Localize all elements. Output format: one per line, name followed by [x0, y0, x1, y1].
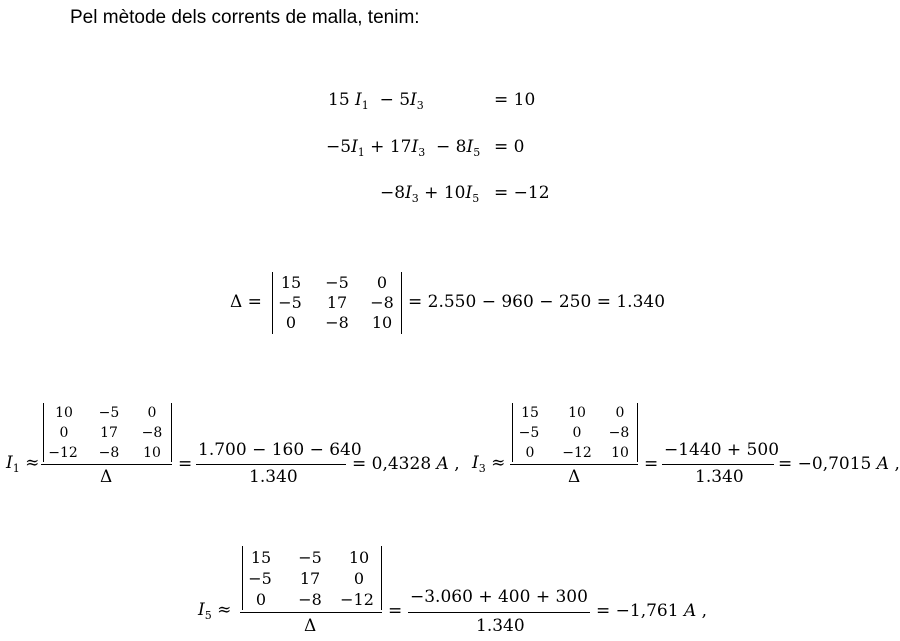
i5-cell: 15	[250, 548, 272, 567]
i3-cell: 10	[611, 445, 629, 461]
i3-numerator: −1440 + 500	[664, 440, 780, 460]
i3-cell: 15	[521, 405, 539, 421]
delta-label: Δ =	[230, 292, 262, 312]
i5-result-value: = −1,761	[596, 601, 679, 621]
i3-determinant	[512, 403, 638, 462]
i1-value-fraction-bar	[196, 464, 346, 465]
i1-trailing-comma: ,	[454, 454, 460, 474]
approx-symbol: ≈	[217, 600, 232, 620]
delta-determinant	[272, 272, 402, 334]
i3-subscript: 3	[478, 462, 486, 475]
i5-den-value: 1.340	[476, 616, 525, 636]
i5-numerator: −3.060 + 400 + 300	[410, 587, 588, 607]
i1-cell: −8	[98, 445, 120, 461]
delta-cell: 0	[376, 273, 388, 292]
i3-cell: −5	[518, 425, 540, 441]
i1-determinant	[43, 403, 172, 462]
i3-symbol: I	[472, 453, 479, 473]
i1-result	[352, 456, 460, 473]
i5-subscript: 5	[204, 609, 212, 622]
i3-result-value: = −0,7015	[778, 454, 872, 474]
delta-cell: 10	[371, 313, 393, 332]
delta-cell: 17	[326, 293, 348, 312]
i3-result	[778, 456, 900, 473]
equation-1-lhs: 15 $I_1 - 5I_3$	[328, 90, 424, 112]
i3-cell: 10	[568, 405, 586, 421]
i5-determinant	[242, 546, 382, 610]
i5-cell: −5	[298, 548, 322, 567]
i3-cell: 0	[525, 445, 535, 461]
i5-cell: −5	[248, 569, 272, 588]
i5-unit: A	[683, 601, 697, 621]
i5-cell: 0	[353, 569, 365, 588]
delta-cell: 0	[285, 313, 297, 332]
i5-symbol: I	[198, 600, 205, 620]
equals-sign: =	[388, 601, 403, 621]
delta-cell: −5	[278, 293, 302, 312]
equation-1	[328, 92, 424, 111]
equals-sign: =	[644, 454, 659, 474]
i1-cell: 10	[143, 445, 161, 461]
i1-cell: −8	[141, 425, 163, 441]
equation-3-rhs: = −12	[494, 183, 550, 203]
i5-trailing-comma: ,	[701, 601, 708, 621]
delta-cell: −8	[370, 293, 394, 312]
equation-1-rhs: = 10	[494, 90, 536, 110]
i3-cell: −8	[608, 425, 630, 441]
i1-result-value: = 0,4328	[352, 454, 432, 474]
approx-symbol: ≈	[491, 453, 506, 473]
i1-cell: 10	[55, 405, 73, 421]
i1-fraction-bar	[41, 464, 172, 465]
i5-fraction-bar	[240, 612, 382, 613]
i1-label	[6, 455, 39, 474]
i3-denominator: Δ	[568, 467, 581, 487]
delta-cell: −8	[325, 313, 349, 332]
i5-cell: 17	[299, 569, 321, 588]
i1-cell: −12	[48, 445, 78, 461]
delta-cell: −5	[325, 273, 349, 292]
i5-cell: 0	[255, 590, 267, 609]
i3-cell: −12	[562, 445, 592, 461]
equals-sign: =	[178, 454, 193, 474]
i3-cell: 0	[572, 425, 582, 441]
i5-cell: −8	[298, 590, 322, 609]
intro-text: Pel mètode dels corrents de malla, tenim:	[70, 7, 420, 28]
approx-symbol: ≈	[25, 453, 40, 473]
i5-denominator: Δ	[304, 616, 317, 636]
i3-fraction-bar	[510, 464, 638, 465]
equation-2-lhs: $-5I_1 + 17I_3 - 8I_5$	[326, 137, 481, 159]
i5-result	[596, 603, 707, 620]
i5-label	[198, 602, 231, 621]
i1-symbol: I	[6, 453, 13, 473]
delta-result: = 2.550 − 960 − 250 = 1.340	[408, 292, 666, 312]
i3-cell: 0	[615, 405, 625, 421]
equation-3	[380, 185, 479, 204]
i3-value-fraction-bar	[662, 464, 774, 465]
i1-unit: A	[436, 454, 449, 474]
i1-den-value: 1.340	[249, 467, 298, 487]
delta-cell: 15	[280, 273, 302, 292]
i1-cell: 17	[100, 425, 118, 441]
i3-den-value: 1.340	[695, 467, 744, 487]
equation-2-rhs: = 0	[494, 137, 525, 157]
i1-numerator: 1.700 − 160 − 640	[198, 440, 362, 460]
i5-cell: 10	[348, 548, 370, 567]
i1-cell: 0	[59, 425, 69, 441]
i5-cell: −12	[340, 590, 374, 609]
i3-label	[472, 455, 505, 474]
i3-trailing-comma: ,	[894, 454, 900, 474]
i1-subscript: 1	[12, 462, 20, 475]
i1-cell: 0	[147, 405, 157, 421]
i1-denominator: Δ	[100, 467, 113, 487]
i1-cell: −5	[98, 405, 120, 421]
i5-value-fraction-bar	[408, 612, 590, 613]
equation-3-lhs: $-8I_3 + 10I_5$	[380, 183, 480, 205]
equation-2	[326, 139, 480, 158]
i3-unit: A	[876, 454, 890, 474]
